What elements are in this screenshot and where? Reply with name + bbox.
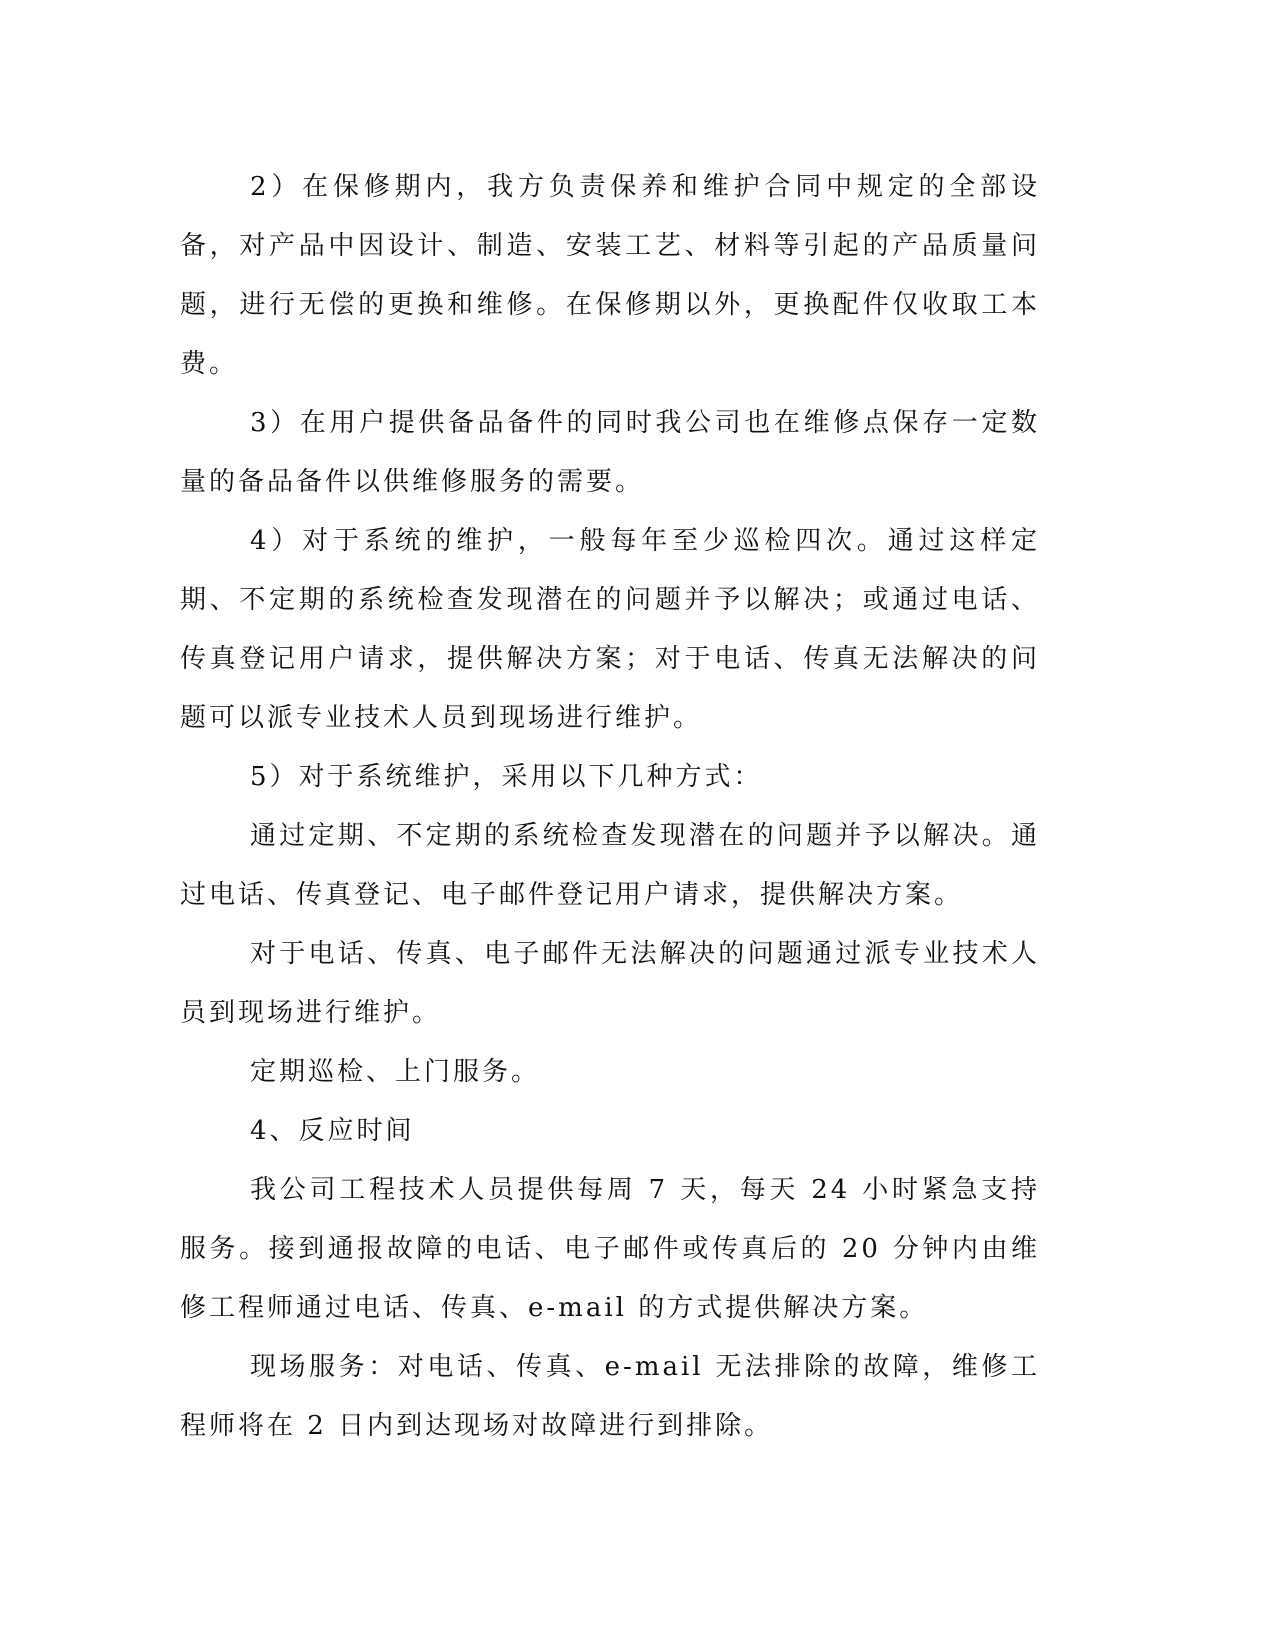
paragraph-method-periodic-check: 通过定期、不定期的系统检查发现潜在的问题并予以解决。通过电话、传真登记、电子邮件登记用户请求，提供解决方案。 (180, 821, 1040, 910)
paragraph-system-inspection: 4）对于系统的维护，一般每年至少巡检四次。通过这样定期、不定期的系统检查发现潜在的问题并予以解决；或通过电话、传真登记用户请求，提供解决方案；对于电话、传真无法解决的问题可以派专业技术人员到现场进行维护。 (180, 526, 1040, 733)
section-heading-response-time: 4、反应时间 (250, 1116, 415, 1146)
paragraph-warranty-maintenance: 2）在保修期内，我方负责保养和维护合同中规定的全部设备，对产品中因设计、制造、安装工艺、材料等引起的产品质量问题，进行无偿的更换和维修。在保修期以外，更换配件仅收取工本费。 (180, 172, 1040, 379)
paragraph-spare-parts: 3）在用户提供备品备件的同时我公司也在维修点保存一定数量的备品备件以供维修服务的需要。 (180, 408, 1040, 497)
document-body (180, 158, 1040, 1456)
paragraph-maintenance-methods: 5）对于系统维护，采用以下几种方式： (250, 762, 763, 792)
paragraph-method-inspection-visit: 定期巡检、上门服务。 (250, 1057, 541, 1087)
paragraph-onsite-service: 现场服务：对电话、传真、e-mail 无法排除的故障，维修工程师将在 2 日内到达现场对故障进行到排除。 (180, 1352, 1040, 1441)
paragraph-support-hours: 我公司工程技术人员提供每周 7 天，每天 24 小时紧急支持服务。接到通报故障的电话、电子邮件或传真后的 20 分钟内由维修工程师通过电话、传真、e-mail 的方式提供解决方案。 (180, 1175, 1040, 1323)
paragraph-method-onsite-dispatch: 对于电话、传真、电子邮件无法解决的问题通过派专业技术人员到现场进行维护。 (180, 939, 1040, 1028)
